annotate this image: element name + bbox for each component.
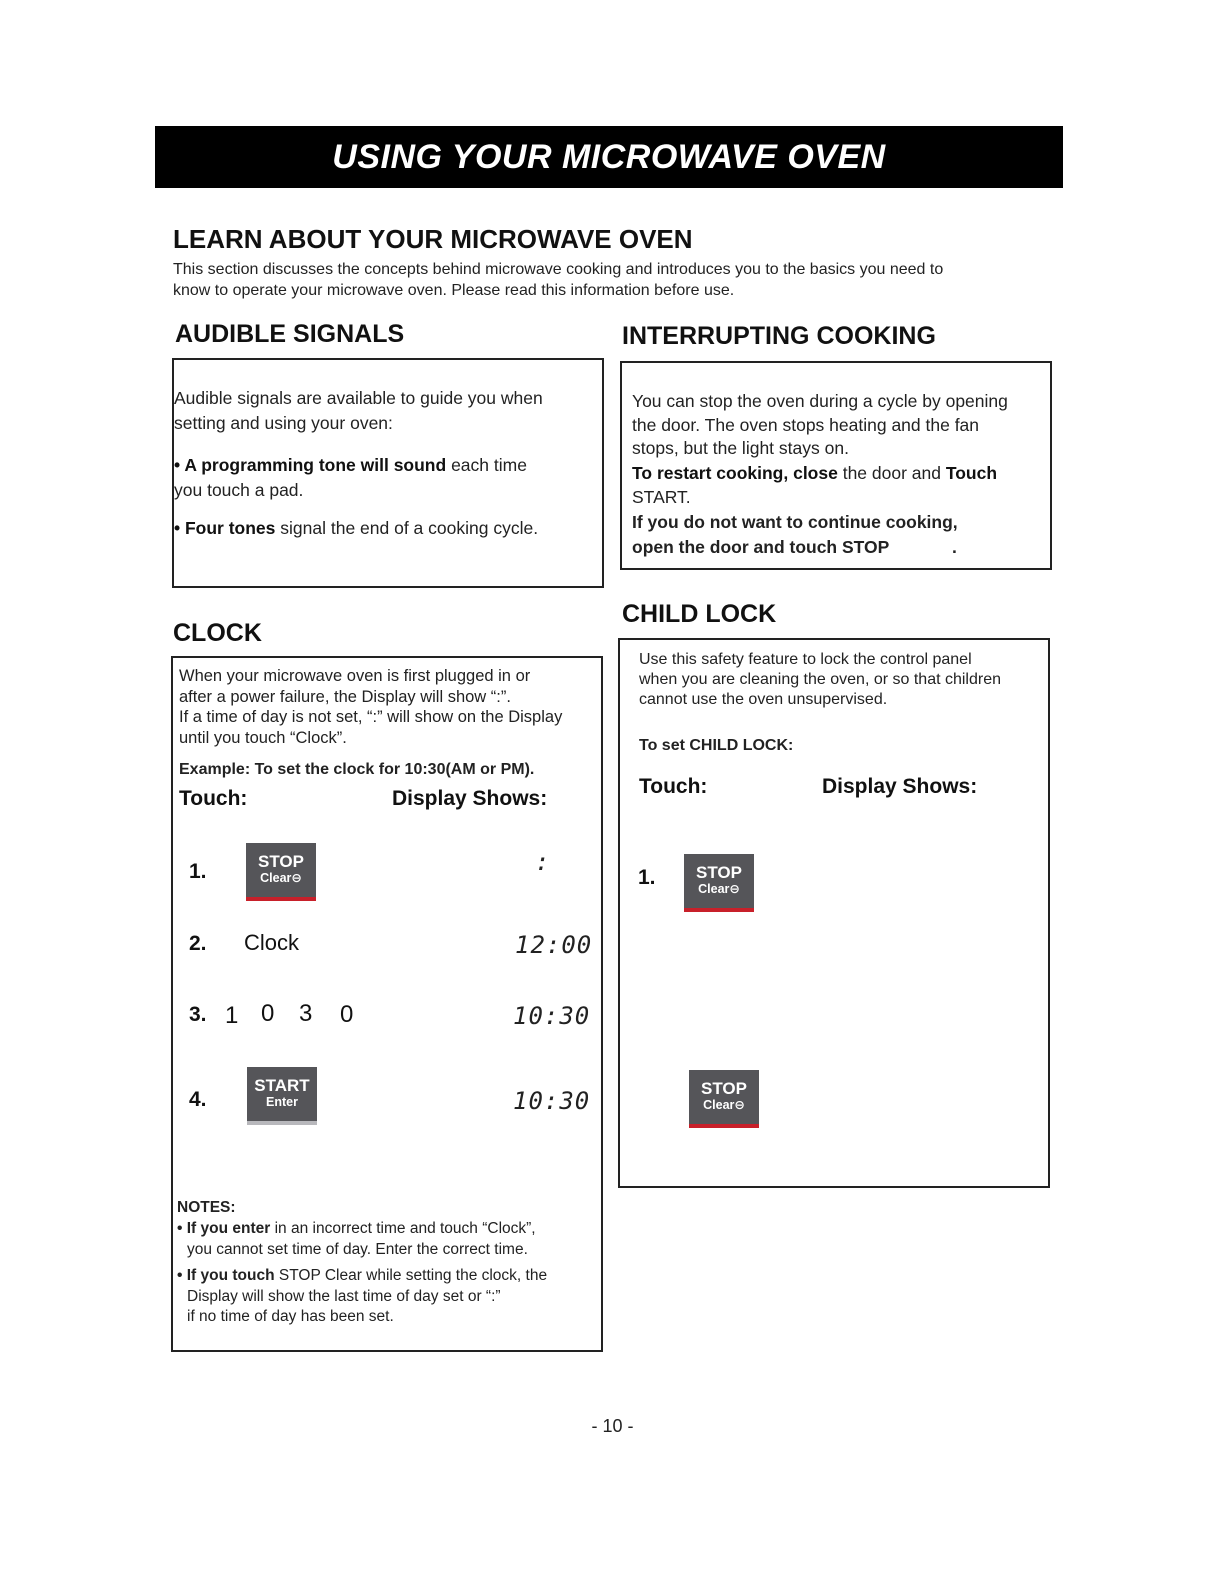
child-lock-display-header: Display Shows:: [822, 775, 978, 798]
audible-bullet1-line2: you touch a pad.: [174, 480, 304, 500]
interrupt-line4-bold: To restart cooking, close: [632, 463, 838, 483]
audible-bullet2-rest: signal the end of a cooking cycle.: [275, 518, 539, 538]
start-enter-button[interactable]: [247, 1067, 317, 1125]
interrupting-cooking-box: [620, 361, 1052, 570]
clock-line4: until you touch “Clock”.: [179, 729, 347, 747]
interrupt-line2: the door. The oven stops heating and the fan: [632, 415, 980, 435]
clock-example: Example: To set the clock for 10:30(AM or PM).: [179, 761, 535, 778]
child-lock-to-set: To set CHILD LOCK:: [639, 737, 794, 754]
stop-clear-button[interactable]: [689, 1070, 759, 1128]
digit-1-pad[interactable]: 1: [225, 1002, 239, 1029]
interrupt-line7: open the door and touch STOP: [632, 537, 890, 557]
clock-touch-header: Touch:: [179, 787, 248, 810]
audible-bullet2: [174, 516, 538, 541]
clock-step2-display: 12:00: [515, 931, 593, 959]
interrupt-line5: START.: [632, 487, 691, 507]
interrupting-cooking-heading: INTERRUPTING COOKING: [622, 322, 936, 350]
clear-label: Clear⊖: [260, 871, 302, 885]
clock-note2-line2: Display will show the last time of day set or “:”: [187, 1288, 501, 1305]
clock-note1: [177, 1218, 536, 1239]
audible-bullet1: [174, 453, 527, 478]
audible-bullet1-bold: • A programming tone will sound: [174, 455, 447, 475]
clock-box: [171, 656, 603, 1352]
clock-note1-bold: • If you enter: [177, 1220, 271, 1237]
child-lock-line2: when you are cleaning the oven, or so that children: [639, 671, 1002, 688]
clock-step1-number: 1.: [189, 860, 207, 883]
digit-3-pad[interactable]: 3: [299, 1000, 313, 1027]
clock-line1: When your microwave oven is first plugged in or: [179, 667, 531, 685]
audible-p1a: Audible signals are available to guide you when: [174, 388, 543, 408]
stop-clear-button[interactable]: [684, 854, 754, 912]
clock-display-header: Display Shows:: [392, 787, 548, 810]
child-lock-heading: CHILD LOCK: [622, 600, 777, 628]
stop-label: STOP: [258, 852, 304, 871]
interrupt-line1: You can stop the oven during a cycle by opening: [632, 391, 1008, 411]
clock-note1-line2: you cannot set time of day. Enter the correct time.: [187, 1241, 528, 1258]
clock-note2: [177, 1265, 547, 1286]
clock-step3-display: 10:30: [513, 1002, 591, 1030]
child-lock-line1: Use this safety feature to lock the control panel: [639, 651, 972, 668]
interrupt-line3: stops, but the light stays on.: [632, 438, 849, 458]
interrupt-line4-bold2: Touch: [945, 463, 998, 483]
audible-signals-heading: AUDIBLE SIGNALS: [175, 320, 405, 348]
audible-signals-box: [172, 358, 604, 588]
clock-pad-label[interactable]: Clock: [244, 930, 300, 955]
stop-clear-button[interactable]: [246, 843, 316, 901]
audible-bullet2-bold: • Four tones: [174, 518, 276, 538]
clear-label: Clear⊖: [698, 882, 740, 896]
stop-label: STOP: [701, 1079, 747, 1098]
clock-note2-bold: • If you touch: [177, 1267, 275, 1284]
learn-intro-line2: know to operate your microwave oven. Please read this information before use.: [173, 282, 735, 299]
clock-step1-display: :: [535, 848, 551, 876]
clock-line2: after a power failure, the Display will show “:”.: [179, 688, 511, 706]
digit-0-pad[interactable]: 0: [340, 1001, 354, 1028]
enter-label: Enter: [266, 1095, 298, 1109]
child-lock-box: [618, 638, 1050, 1188]
clock-note1-rest: in an incorrect time and touch “Clock”,: [270, 1220, 536, 1237]
interrupt-line4-mid: the door and: [837, 463, 946, 483]
clock-line3: If a time of day is not set, “:” will show on the Display: [179, 708, 563, 726]
learn-heading: LEARN ABOUT YOUR MICROWAVE OVEN: [173, 224, 693, 254]
digit-0-pad[interactable]: 0: [261, 1000, 275, 1027]
interrupt-line4: [632, 461, 997, 486]
child-lock-touch-header: Touch:: [639, 775, 708, 798]
page-number: - 10 -: [591, 1416, 634, 1436]
clock-step3-number: 3.: [189, 1003, 207, 1026]
child-lock-step1-number: 1.: [638, 866, 656, 889]
audible-bullet1-rest: each time: [446, 455, 527, 475]
clear-label: Clear⊖: [703, 1098, 745, 1112]
page-banner-title: USING YOUR MICROWAVE OVEN: [155, 126, 1063, 188]
clock-step4-display: 10:30: [513, 1087, 591, 1115]
clock-heading: CLOCK: [173, 619, 262, 647]
child-lock-line3: cannot use the oven unsupervised.: [639, 691, 888, 708]
learn-intro-line1: This section discusses the concepts behind microwave cooking and introduces you to the basics you need to: [173, 261, 944, 278]
stop-label: STOP: [696, 863, 742, 882]
clock-note2-line3: if no time of day has been set.: [187, 1308, 394, 1325]
start-label: START: [254, 1076, 310, 1095]
clock-note2-rest: STOP Clear while setting the clock, the: [274, 1267, 548, 1284]
clock-notes-title: NOTES:: [177, 1199, 236, 1216]
interrupt-line7-dot: .: [952, 537, 957, 557]
clock-step2-number: 2.: [189, 932, 207, 955]
audible-p1b: setting and using your oven:: [174, 413, 393, 433]
interrupt-line6: If you do not want to continue cooking,: [632, 512, 958, 532]
clock-step4-number: 4.: [189, 1088, 207, 1111]
